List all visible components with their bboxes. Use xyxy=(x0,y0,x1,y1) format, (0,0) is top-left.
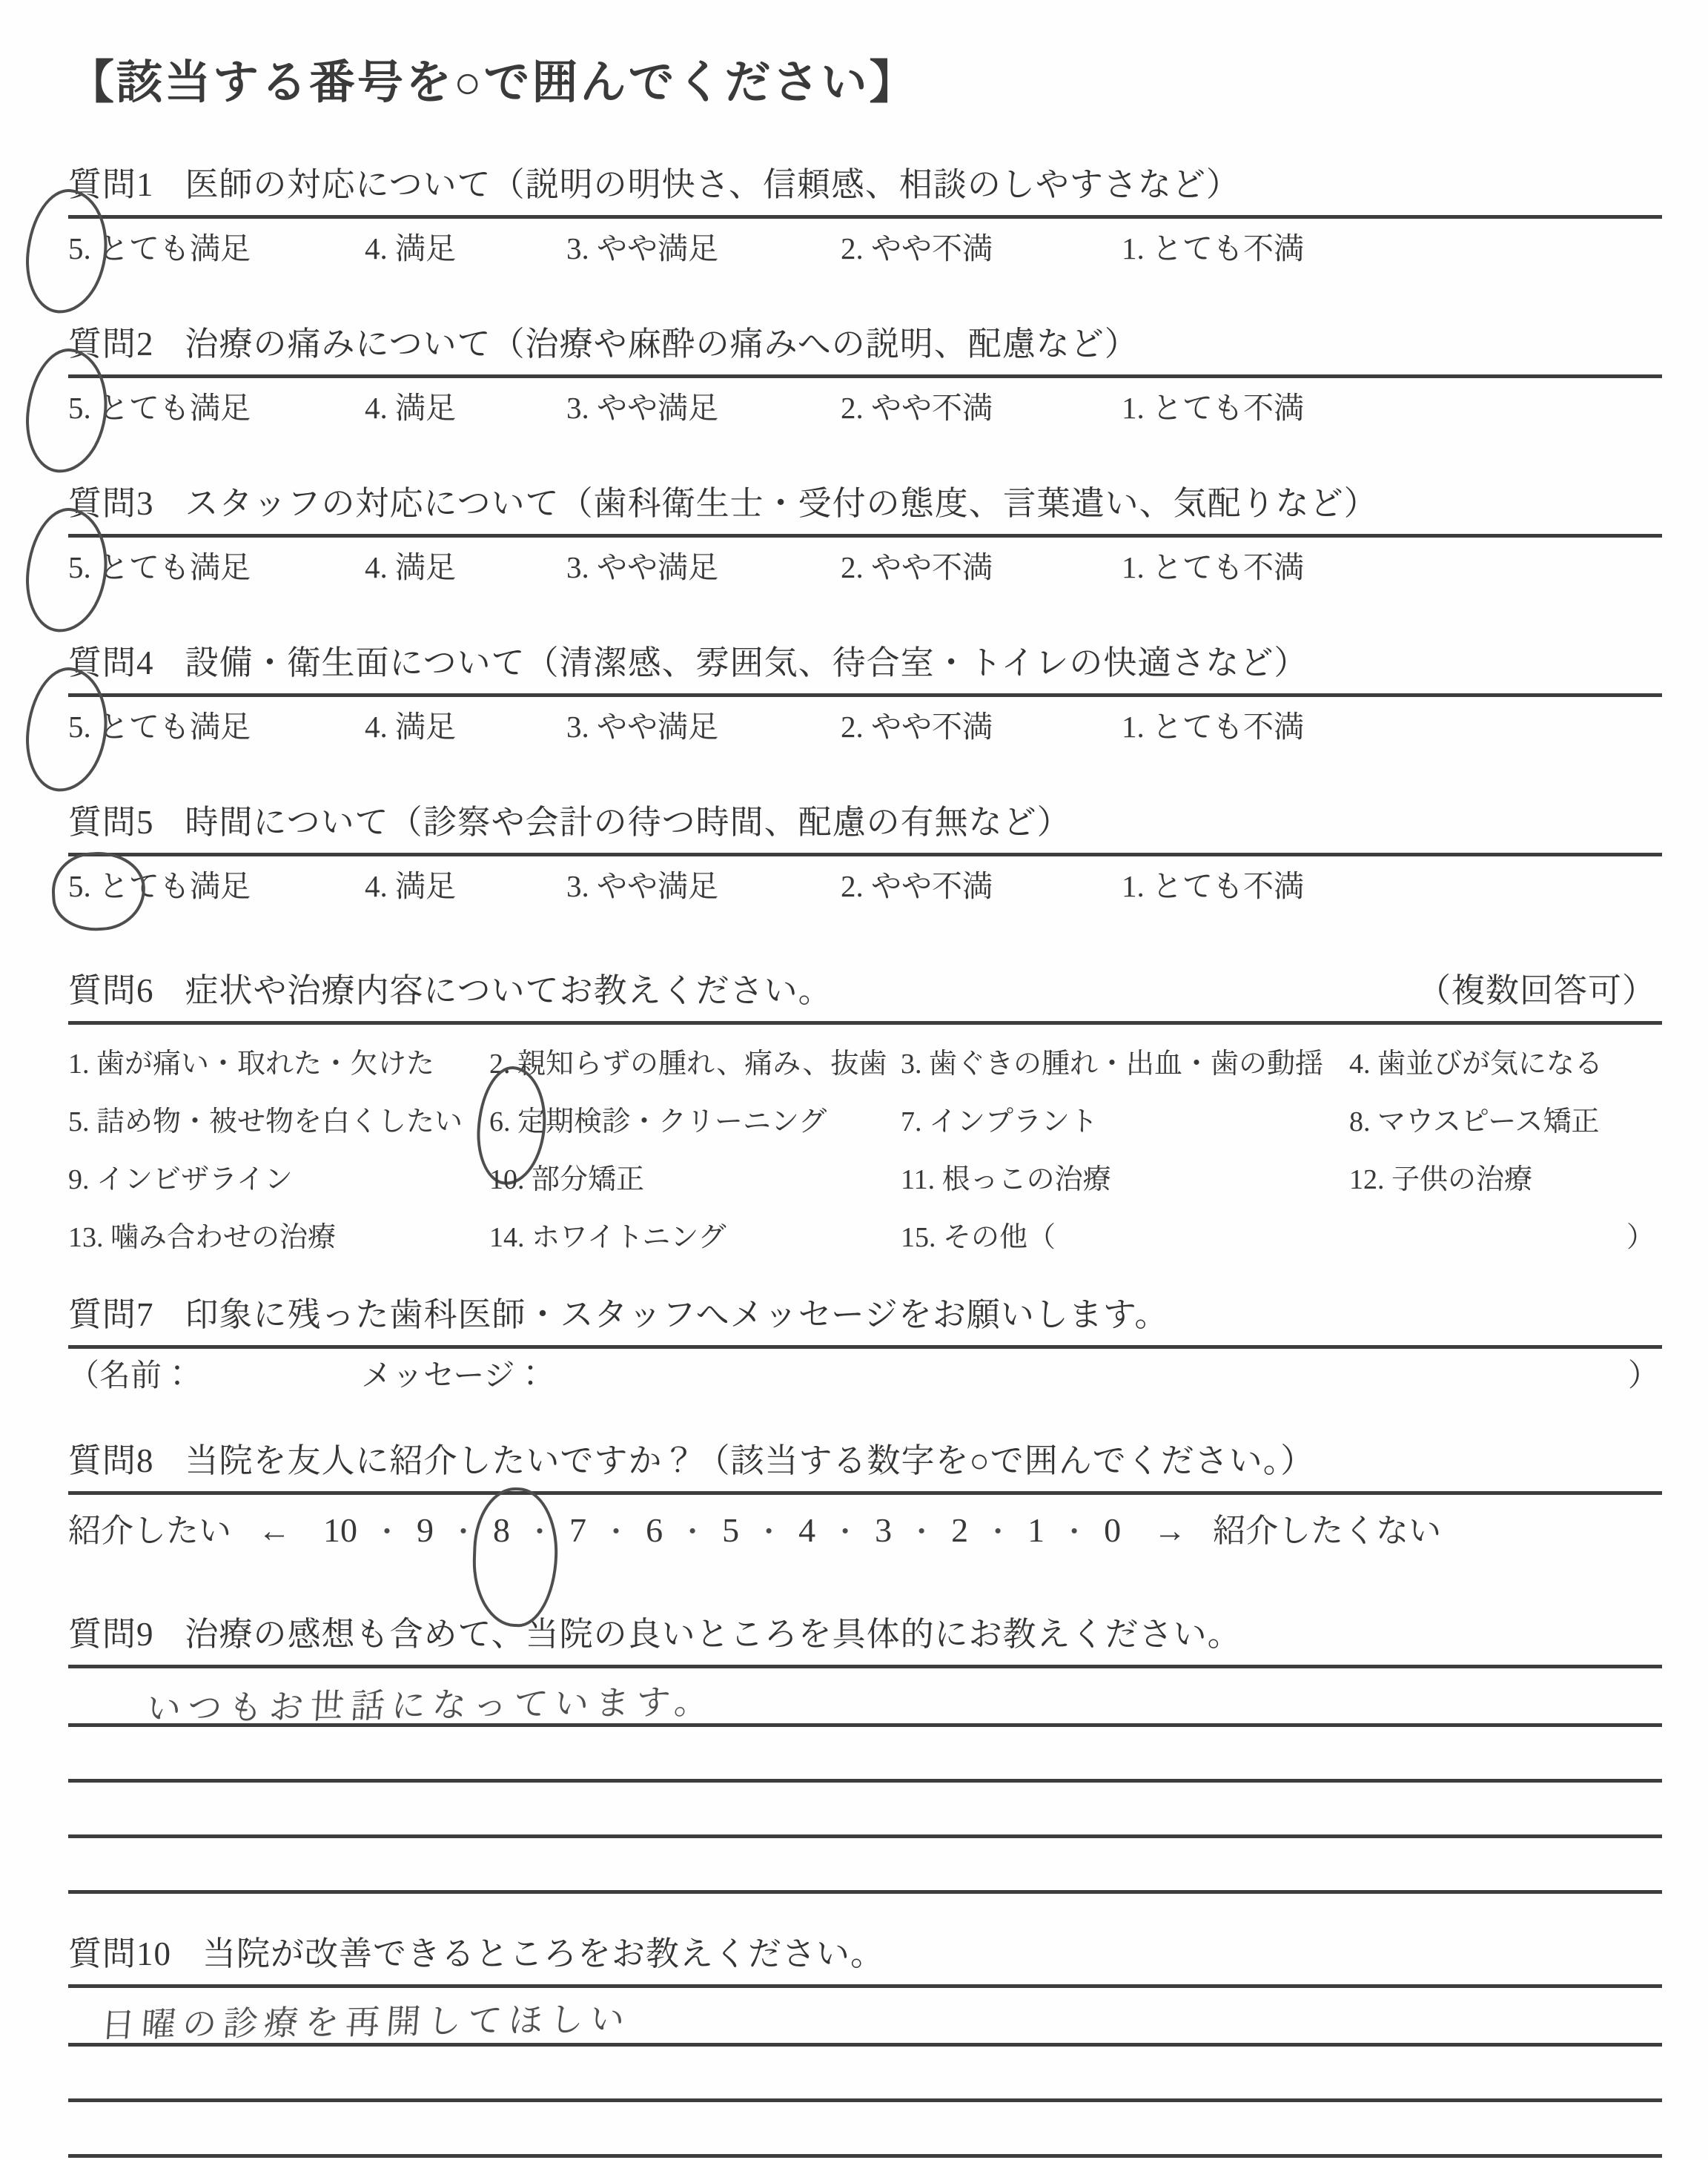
divider xyxy=(68,534,1662,538)
ruled-line xyxy=(68,1991,1662,2047)
question-8-text: 当院を友人に紹介したいですか？（該当する数字を○で囲んでください。） xyxy=(185,1442,1315,1479)
ruled-line xyxy=(68,2047,1662,2102)
divider xyxy=(68,374,1662,378)
question-1-label: 質問1 xyxy=(68,166,154,203)
scale-separator: ・ xyxy=(602,1517,631,1548)
rating-option-1: 1. とても不満 xyxy=(1122,231,1304,265)
symptom-option-3: 3. 歯ぐきの腫れ・出血・歯の動揺 xyxy=(901,1048,1324,1080)
symptom-option-15-other: 15. その他（ xyxy=(901,1222,1056,1253)
scale-separator: ・ xyxy=(831,1517,860,1548)
rating-option-4: 4. 満足 xyxy=(365,710,456,744)
rating-option-5 xyxy=(68,229,365,268)
symptom-option-13: 13. 噛み合わせの治療 xyxy=(68,1222,337,1253)
scale-separator: ・ xyxy=(678,1517,707,1548)
scale-separator: ・ xyxy=(373,1517,402,1548)
rating-option-5-label: 5. とても満足 xyxy=(68,231,251,265)
question-2-label: 質問2 xyxy=(68,326,154,363)
symptom-option-2: 2. 親知らずの腫れ、痛み、抜歯 xyxy=(489,1048,887,1080)
message-answer-line xyxy=(68,1349,1662,1404)
scale-number-7: 7 xyxy=(569,1511,587,1549)
divider xyxy=(68,1984,1662,1988)
ruled-line xyxy=(68,1783,1662,1838)
scale-number-0: 0 xyxy=(1104,1511,1122,1549)
scale-separator: ・ xyxy=(449,1517,478,1548)
ruled-line xyxy=(68,1838,1662,1894)
rating-option-5-label: 5. とても満足 xyxy=(68,391,251,425)
question-2-heading xyxy=(68,321,1662,367)
question-2 xyxy=(68,321,1662,446)
rating-option-5-label: 5. とても満足 xyxy=(68,710,251,744)
handwritten-circle xyxy=(471,1486,560,1628)
rating-option-3: 3. やや満足 xyxy=(566,391,718,425)
message-field-label: メッセージ： xyxy=(361,1359,546,1393)
question-10 xyxy=(68,1931,1662,2160)
question-9-label: 質問9 xyxy=(68,1616,154,1653)
rating-option-5 xyxy=(68,707,365,746)
ruled-line xyxy=(68,2102,1662,2158)
scale-separator: ・ xyxy=(755,1517,784,1548)
symptom-option-4: 4. 歯並びが気になる xyxy=(1349,1048,1603,1080)
question-9 xyxy=(68,1611,1662,1894)
rating-option-5 xyxy=(68,548,365,587)
multiple-answers-note: （複数回答可） xyxy=(1417,972,1656,1009)
question-2-options-row xyxy=(68,389,1662,446)
question-8 xyxy=(68,1438,1662,1567)
rating-option-3: 3. やや満足 xyxy=(566,550,718,584)
symptom-option-6 xyxy=(489,1093,901,1151)
question-4 xyxy=(68,640,1662,765)
symptom-option-9: 9. インビザライン xyxy=(68,1164,293,1195)
scale-separator: ・ xyxy=(1060,1517,1089,1548)
page-title: 【該当する番号を○で囲んでください】 xyxy=(68,58,918,108)
question-10-text: 当院が改善できるところをお教えください。 xyxy=(202,1935,885,1972)
question-6 xyxy=(68,968,1662,1266)
symptom-option-5: 5. 詰め物・被せ物を白くしたい xyxy=(68,1106,463,1137)
left-arrow-icon: ← xyxy=(258,1513,291,1549)
symptom-option-7: 7. インプラント xyxy=(901,1106,1099,1137)
scale-number-9: 9 xyxy=(417,1511,434,1549)
symptom-option-1: 1. 歯が痛い・取れた・欠けた xyxy=(68,1048,435,1080)
rating-option-1: 1. とても不満 xyxy=(1122,391,1304,425)
question-3-options-row xyxy=(68,548,1662,606)
question-9-heading xyxy=(68,1611,1662,1657)
scale-number-8-label: 8 xyxy=(493,1511,511,1549)
rating-option-5-label: 5. とても満足 xyxy=(68,869,251,903)
name-field-label: （名前： xyxy=(68,1359,193,1393)
rating-option-5 xyxy=(68,389,365,427)
rating-option-2: 2. やや不満 xyxy=(841,391,993,425)
scale-separator: ・ xyxy=(984,1517,1013,1548)
nps-scale-row xyxy=(68,1507,1662,1567)
question-4-heading xyxy=(68,640,1662,686)
question-6-text: 症状や治療内容についてお教えください。 xyxy=(185,972,833,1009)
question-10-label: 質問10 xyxy=(68,1935,172,1972)
rating-option-1: 1. とても不満 xyxy=(1122,710,1304,744)
question-9-text: 治療の感想も含めて、当院の良いところを具体的にお教えください。 xyxy=(185,1616,1242,1653)
scale-number-1: 1 xyxy=(1027,1511,1045,1549)
rating-option-3: 3. やや満足 xyxy=(566,869,718,903)
question-3-text: スタッフの対応について（歯科衛生士・受付の態度、言葉遣い、気配りなど） xyxy=(185,485,1378,522)
symptom-option-14: 14. ホワイトニング xyxy=(489,1222,726,1253)
question-7-heading xyxy=(68,1292,1662,1338)
symptom-options-grid xyxy=(68,1035,1662,1266)
rating-option-1: 1. とても不満 xyxy=(1122,869,1304,903)
question-5 xyxy=(68,799,1662,925)
rating-option-4: 4. 満足 xyxy=(365,391,456,425)
scale-number-8 xyxy=(493,1507,510,1554)
handwritten-answer: いつもお世話になっています。 xyxy=(145,1681,717,1728)
question-7-label: 質問7 xyxy=(68,1296,154,1333)
scale-left-label: 紹介したい xyxy=(68,1513,231,1549)
rating-option-3: 3. やや満足 xyxy=(566,231,718,265)
question-10-heading xyxy=(68,1931,1662,1977)
rating-option-4: 4. 満足 xyxy=(365,869,456,903)
scale-number-5: 5 xyxy=(722,1511,740,1549)
question-5-options-row xyxy=(68,867,1662,925)
question-3 xyxy=(68,480,1662,606)
scale-right-label: 紹介したくない xyxy=(1213,1513,1442,1549)
ruled-line xyxy=(68,1727,1662,1783)
divider xyxy=(68,1665,1662,1668)
question-9-answer-area xyxy=(68,1671,1662,1894)
rating-option-5-label: 5. とても満足 xyxy=(68,550,251,584)
symptom-option-12: 12. 子供の治療 xyxy=(1349,1164,1533,1195)
symptom-option-8: 8. マウスピース矯正 xyxy=(1349,1106,1600,1137)
scale-number-10: 10 xyxy=(323,1511,357,1549)
handwritten-answer: 日曜の診療を再開してほしい xyxy=(99,1998,633,2045)
question-3-heading xyxy=(68,480,1662,526)
question-1 xyxy=(68,162,1662,287)
symptom-option-11: 11. 根っこの治療 xyxy=(901,1164,1111,1195)
question-5-text: 時間について（診察や会計の待つ時間、配慮の有無など） xyxy=(185,804,1071,841)
divider xyxy=(68,1021,1662,1025)
ruled-line xyxy=(68,1671,1662,1727)
right-arrow-icon: → xyxy=(1153,1513,1187,1549)
symptom-option-6-label: 6. 定期検診・クリーニング xyxy=(489,1106,827,1137)
symptom-option-10: 10. 部分矯正 xyxy=(489,1164,645,1195)
question-5-label: 質問5 xyxy=(68,804,154,841)
question-10-answer-area xyxy=(68,1991,1662,2160)
question-6-heading xyxy=(68,968,1662,1014)
rating-option-2: 2. やや不満 xyxy=(841,869,993,903)
scale-number-4: 4 xyxy=(798,1511,816,1549)
rating-option-3: 3. やや満足 xyxy=(566,710,718,744)
rating-option-2: 2. やや不満 xyxy=(841,710,993,744)
rating-option-4: 4. 満足 xyxy=(365,231,456,265)
question-4-label: 質問4 xyxy=(68,644,154,681)
divider xyxy=(68,853,1662,856)
scale-separator: ・ xyxy=(907,1517,936,1548)
rating-option-2: 2. やや不満 xyxy=(841,550,993,584)
close-paren: ） xyxy=(1627,1359,1659,1393)
other-close-paren: ） xyxy=(1626,1222,1655,1253)
question-8-label: 質問8 xyxy=(68,1442,154,1479)
question-1-options-row xyxy=(68,229,1662,287)
question-1-heading xyxy=(68,162,1662,208)
rating-option-4: 4. 満足 xyxy=(365,550,456,584)
divider xyxy=(68,1491,1662,1495)
divider xyxy=(68,215,1662,219)
scale-separator: ・ xyxy=(526,1517,555,1548)
scale-number-6: 6 xyxy=(646,1511,663,1549)
question-5-heading xyxy=(68,799,1662,845)
scale-number-2: 2 xyxy=(951,1511,969,1549)
rating-option-1: 1. とても不満 xyxy=(1122,550,1304,584)
question-3-label: 質問3 xyxy=(68,485,154,522)
divider xyxy=(68,693,1662,697)
question-4-options-row xyxy=(68,707,1662,765)
rating-option-2: 2. やや不満 xyxy=(841,231,993,265)
scale-number-3: 3 xyxy=(875,1511,893,1549)
question-6-label: 質問6 xyxy=(68,972,154,1009)
question-2-text: 治療の痛みについて（治療や麻酔の痛みへの説明、配慮など） xyxy=(185,326,1139,363)
question-8-heading xyxy=(68,1438,1662,1484)
rating-option-5 xyxy=(68,867,365,905)
question-7-text: 印象に残った歯科医師・スタッフへメッセージをお願いします。 xyxy=(185,1296,1169,1333)
question-1-text: 医師の対応について（説明の明快さ、信頼感、相談のしやすさなど） xyxy=(185,166,1240,203)
question-4-text: 設備・衛生面について（清潔感、雰囲気、待合室・トイレの快適さなど） xyxy=(185,644,1308,681)
question-7 xyxy=(68,1292,1662,1404)
